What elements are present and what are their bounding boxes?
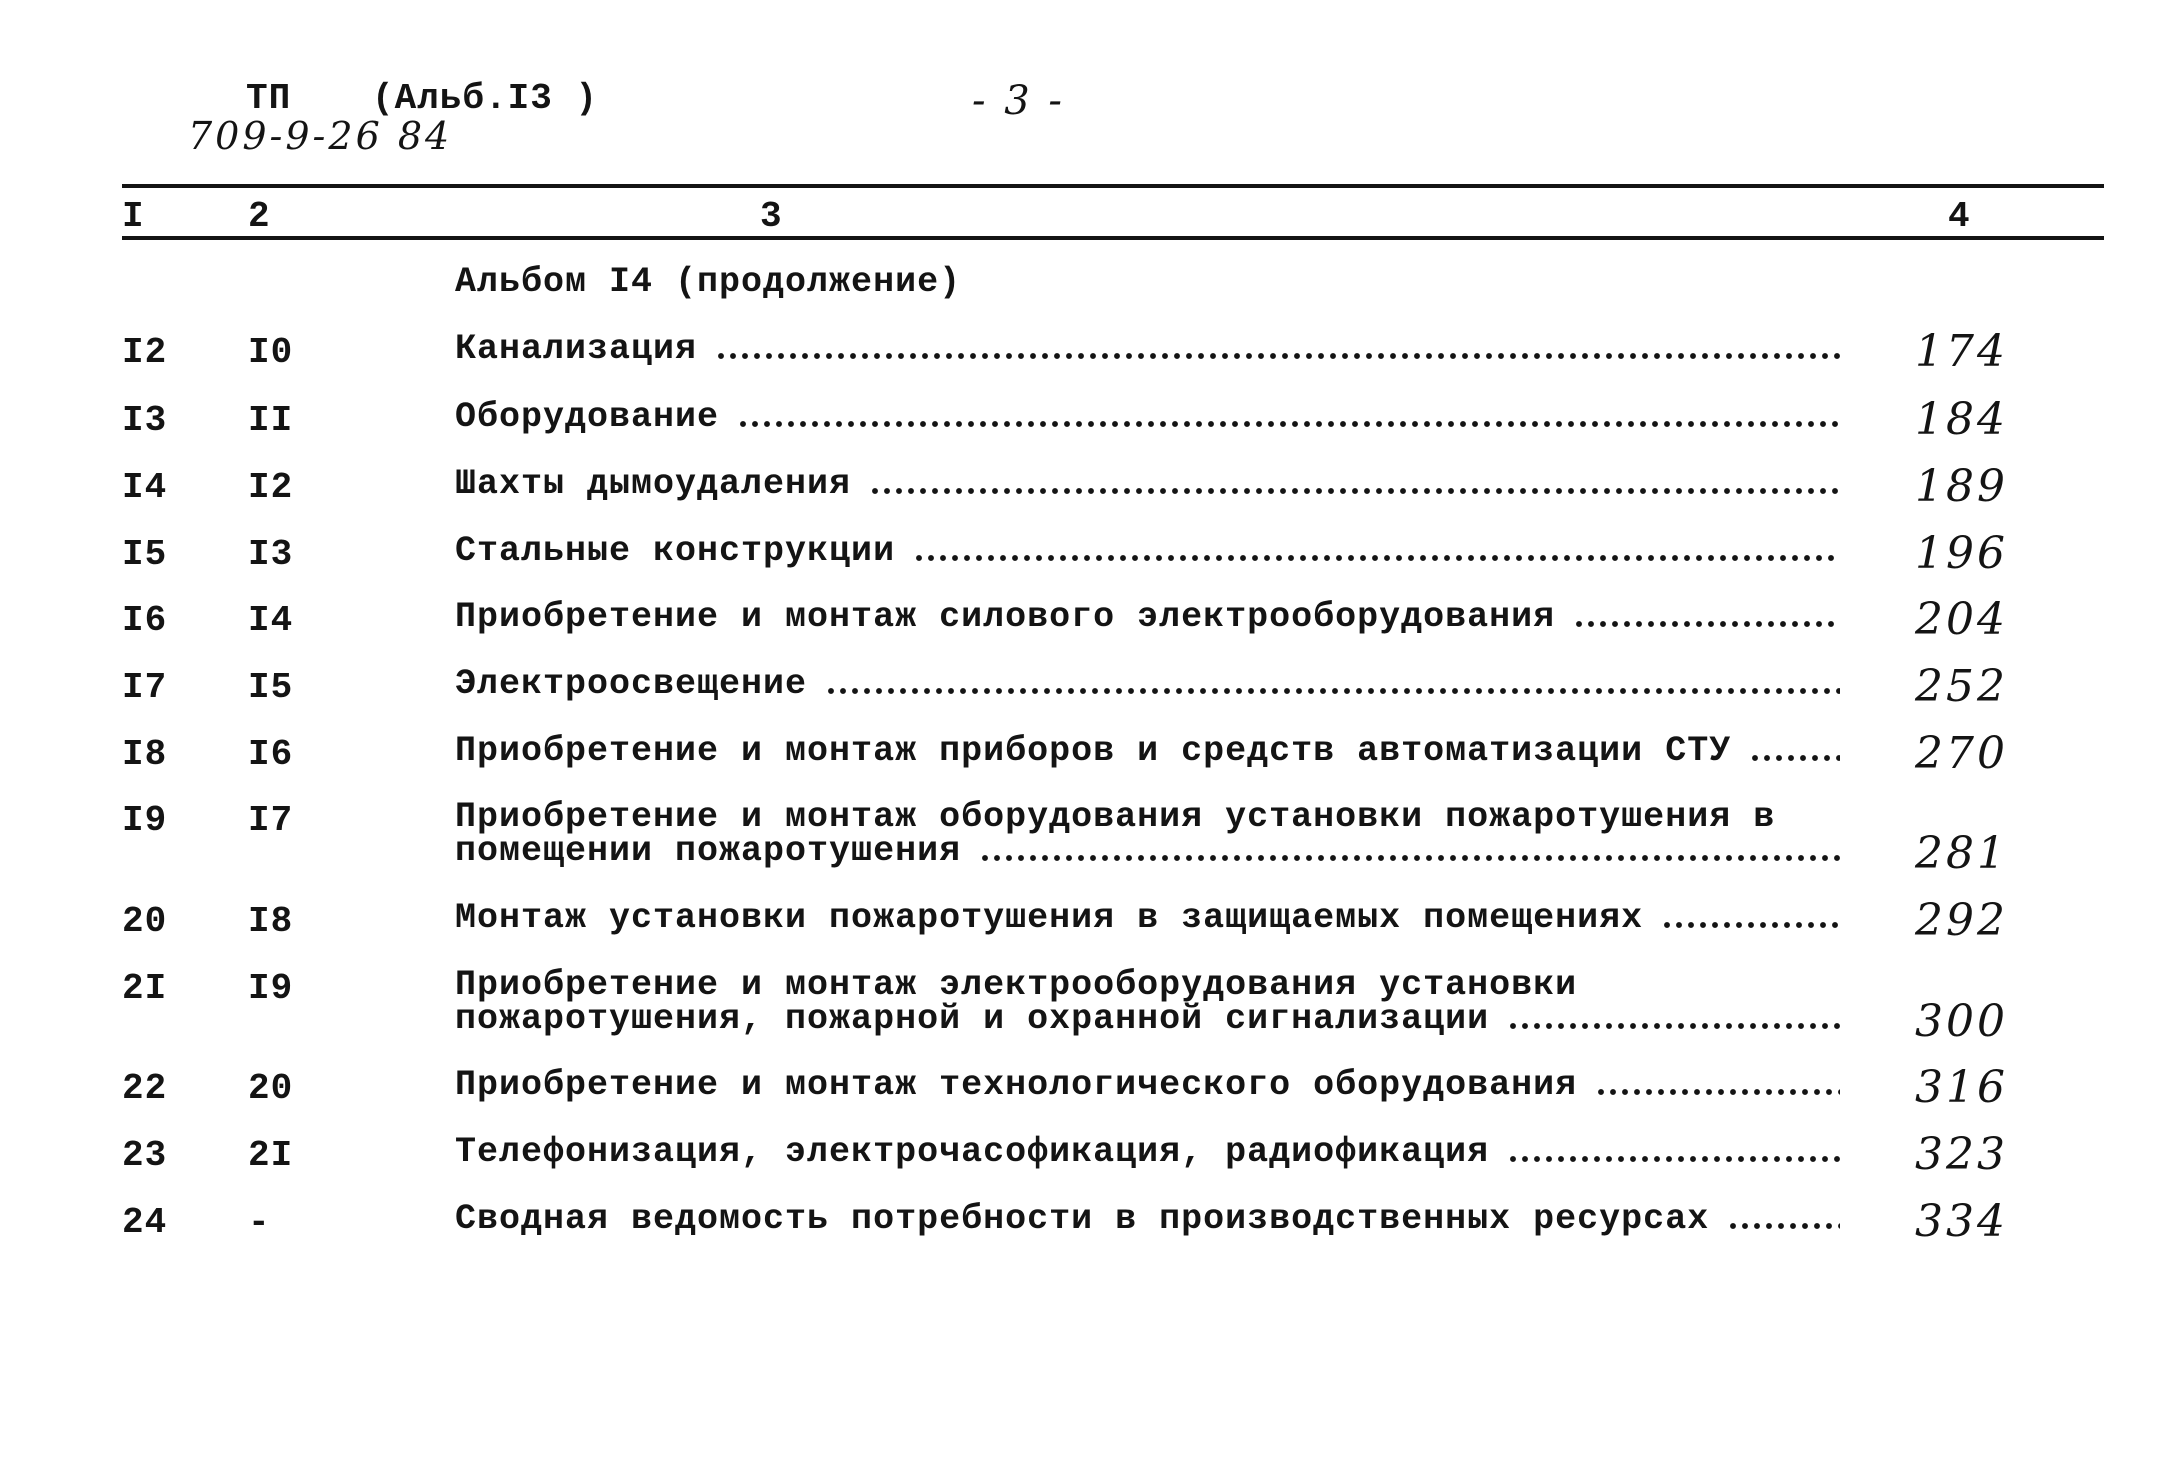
dot-leader xyxy=(825,687,1840,695)
section-title xyxy=(455,901,1840,935)
page-reference: 204 xyxy=(1915,594,2008,645)
section-title-line xyxy=(455,467,1840,501)
row-number: I3 xyxy=(122,400,168,441)
album-label: (Альб.I3 ) xyxy=(372,78,599,119)
volume-number: I8 xyxy=(248,901,294,942)
table-top-rule xyxy=(122,184,2104,188)
section-title-text: Шахты дымоудаления xyxy=(455,467,852,501)
column-header-3: 3 xyxy=(760,196,783,237)
section-title-text: Канализация xyxy=(455,332,698,366)
dot-leader xyxy=(1749,754,1840,762)
section-title-line xyxy=(455,332,1840,366)
section-title xyxy=(455,600,1840,634)
volume-number: 2I xyxy=(248,1135,294,1176)
page-reference: 252 xyxy=(1915,661,2008,712)
volume-number: I4 xyxy=(248,600,294,641)
section-title-line: Приобретение и монтаж электрооборудования установки xyxy=(455,965,1578,1005)
page-reference: 334 xyxy=(1915,1196,2008,1247)
row-number: 22 xyxy=(122,1068,168,1109)
dot-leader xyxy=(715,352,1840,360)
volume-number: I2 xyxy=(248,467,294,508)
section-title xyxy=(455,1135,1840,1169)
dot-leader xyxy=(913,554,1840,562)
section-title-text: Приобретение и монтаж приборов и средств автоматизации СТУ xyxy=(455,734,1732,768)
volume-number: I7 xyxy=(248,800,294,841)
section-title-line xyxy=(455,1202,1840,1236)
volume-number: I6 xyxy=(248,734,294,775)
row-number: I2 xyxy=(122,332,168,373)
row-number: I6 xyxy=(122,600,168,641)
page-reference: 184 xyxy=(1915,394,2008,445)
section-title-line xyxy=(455,834,1840,868)
section-title-text: Телефонизация, электрочасофикация, радиофикация xyxy=(455,1135,1490,1169)
dot-leader xyxy=(1595,1088,1840,1096)
dot-leader xyxy=(979,854,1840,862)
page-reference: 300 xyxy=(1915,996,2008,1047)
section-title-text: Стальные конструкции xyxy=(455,534,896,568)
volume-number: I0 xyxy=(248,332,294,373)
section-title xyxy=(455,1202,1840,1236)
table-header-rule xyxy=(122,236,2104,240)
section-title-text: Монтаж установки пожаротушения в защищаемых помещениях xyxy=(455,901,1644,935)
page-reference: 292 xyxy=(1915,895,2008,946)
section-title-text: Приобретение и монтаж силового электрооборудования xyxy=(455,600,1556,634)
row-number: I8 xyxy=(122,734,168,775)
section-title-line xyxy=(455,600,1840,634)
volume-number: 20 xyxy=(248,1068,294,1109)
section-title-text: помещении пожаротушения xyxy=(455,834,962,868)
dot-leader xyxy=(1727,1222,1840,1230)
column-header-4: 4 xyxy=(1948,196,1971,237)
column-header-1: I xyxy=(122,196,145,237)
volume-number: I3 xyxy=(248,534,294,575)
section-title-text: Приобретение и монтаж технологического оборудования xyxy=(455,1068,1578,1102)
page-reference: 270 xyxy=(1915,728,2008,779)
section-title-line xyxy=(455,1002,1840,1036)
row-number: I9 xyxy=(122,800,168,841)
section-title-line xyxy=(455,734,1840,768)
section-title-line xyxy=(455,1068,1840,1102)
section-title-text: Электроосвещение xyxy=(455,667,808,701)
page-reference: 323 xyxy=(1915,1129,2008,1180)
column-header-2: 2 xyxy=(248,196,271,237)
volume-number: I5 xyxy=(248,667,294,708)
page-reference: 196 xyxy=(1915,528,2008,579)
section-title-line xyxy=(455,400,1840,434)
row-number: 2I xyxy=(122,968,168,1009)
dot-leader xyxy=(1507,1155,1840,1163)
section-title xyxy=(455,467,1840,501)
section-title-line xyxy=(455,901,1840,935)
section-title-text: пожаротушения, пожарной и охранной сигнализации xyxy=(455,1002,1490,1036)
row-number: 20 xyxy=(122,901,168,942)
section-title xyxy=(455,400,1840,434)
section-title xyxy=(455,965,1840,1036)
dot-leader xyxy=(1507,1022,1840,1030)
volume-number: I9 xyxy=(248,968,294,1009)
row-number: I5 xyxy=(122,534,168,575)
section-heading: Альбом I4 (продолжение) xyxy=(455,262,962,302)
volume-number: II xyxy=(248,400,294,441)
page-reference: 174 xyxy=(1915,326,2008,377)
row-number: 24 xyxy=(122,1202,168,1243)
document-type-label: ТП xyxy=(246,78,292,119)
section-title xyxy=(455,797,1840,868)
section-title xyxy=(455,734,1840,768)
dot-leader xyxy=(737,420,1840,428)
section-title xyxy=(455,332,1840,366)
section-title xyxy=(455,534,1840,568)
dot-leader xyxy=(869,487,1840,495)
page-reference: 281 xyxy=(1915,828,2008,879)
page-number: - 3 - xyxy=(972,78,1065,124)
row-number: I7 xyxy=(122,667,168,708)
section-title xyxy=(455,1068,1840,1102)
section-title-line xyxy=(455,667,1840,701)
dot-leader xyxy=(1661,921,1840,929)
section-title-text: Сводная ведомость потребности в производственных ресурсах xyxy=(455,1202,1710,1236)
document-number: 709-9-26 84 xyxy=(188,114,453,158)
section-title xyxy=(455,667,1840,701)
dot-leader xyxy=(1573,620,1840,628)
volume-number: - xyxy=(248,1202,271,1243)
section-title-text: Оборудование xyxy=(455,400,720,434)
row-number: 23 xyxy=(122,1135,168,1176)
section-title-line: Приобретение и монтаж оборудования установки пожаротушения в xyxy=(455,797,1776,837)
row-number: I4 xyxy=(122,467,168,508)
section-title-line xyxy=(455,1135,1840,1169)
page-reference: 316 xyxy=(1915,1062,2008,1113)
page-reference: 189 xyxy=(1915,461,2008,512)
section-title-line xyxy=(455,534,1840,568)
